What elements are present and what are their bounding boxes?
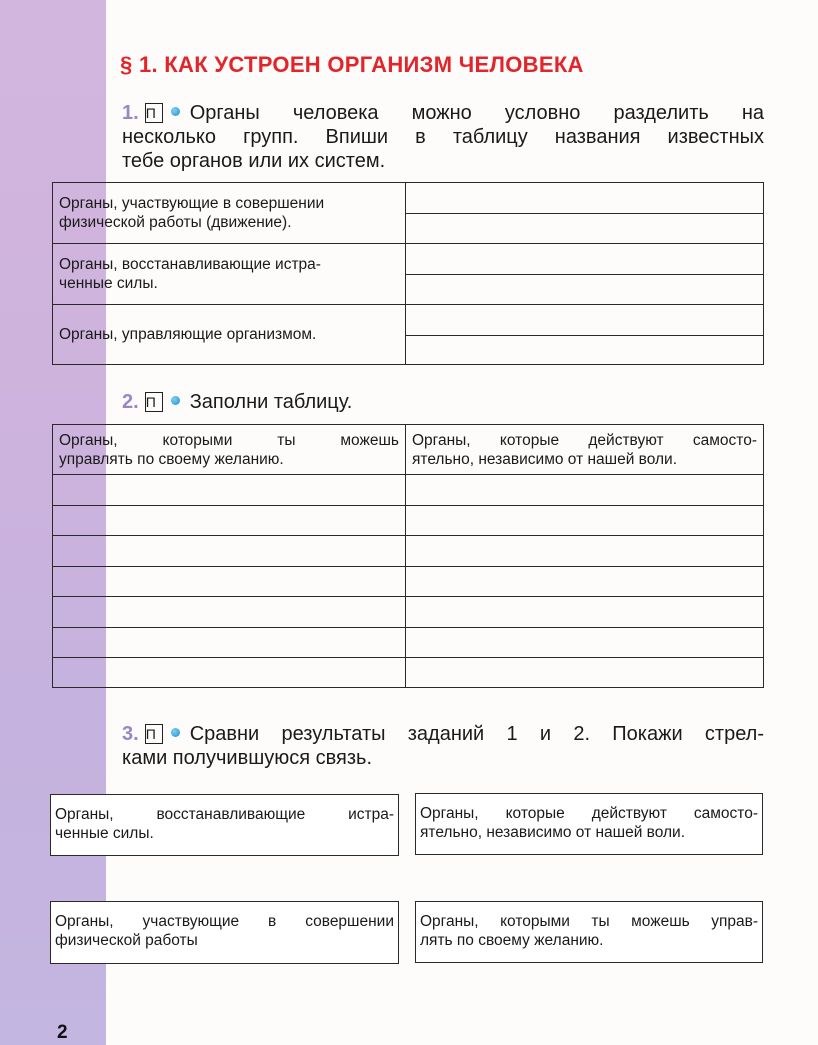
task-2-number: 2.: [122, 391, 139, 413]
answer-cell[interactable]: [406, 628, 764, 658]
answer-cell[interactable]: [53, 536, 406, 567]
task-1-table: [52, 182, 764, 365]
task-1-number: 1.: [122, 102, 139, 124]
task-1-prompt: [122, 101, 764, 173]
task-1-row-1-label: Органы, участвующие в совершении физической работы (движение).: [53, 183, 406, 244]
answer-cell[interactable]: [406, 597, 764, 628]
box-restoring-organs[interactable]: Органы, восстанавливающие истра- ченные силы.: [50, 794, 399, 856]
answer-cell[interactable]: [53, 567, 406, 597]
answer-cell[interactable]: [406, 214, 764, 244]
answer-cell[interactable]: [406, 183, 764, 214]
answer-cell[interactable]: [406, 475, 764, 506]
task-type-marker: П: [145, 724, 163, 744]
box-voluntary-organs[interactable]: Органы, которыми ты можешь управ- лять по своему желанию.: [415, 901, 763, 963]
task-1-line-3: тебе органов или их систем.: [122, 150, 386, 172]
answer-cell[interactable]: [406, 275, 764, 305]
answer-cell[interactable]: [406, 658, 764, 688]
task-1-line-2: несколько групп. Впиши в таблицу названия известных: [122, 126, 764, 148]
answer-cell[interactable]: [406, 567, 764, 597]
task-type-marker: П: [145, 392, 163, 412]
task-2-text: Заполни таблицу.: [189, 391, 353, 413]
answer-cell[interactable]: [53, 506, 406, 536]
task-3-number: 3.: [122, 723, 139, 745]
answer-cell[interactable]: [53, 628, 406, 658]
answer-cell[interactable]: [406, 244, 764, 275]
answer-cell[interactable]: [53, 658, 406, 688]
task-2-prompt: [122, 390, 764, 414]
answer-cell[interactable]: [406, 506, 764, 536]
answer-cell[interactable]: [406, 536, 764, 567]
answer-cell[interactable]: [53, 597, 406, 628]
task-3-line-2: ками получившуюся связь.: [122, 747, 372, 769]
task-2-table: [52, 424, 764, 688]
task-3-line-1: Сравни результаты заданий 1 и 2. Покажи стрел-: [189, 723, 764, 745]
answer-cell[interactable]: [406, 305, 764, 336]
task-2-header-col-2: Органы, которые действуют самосто- ятельно, независимо от нашей воли.: [406, 425, 764, 475]
answer-cell[interactable]: [53, 475, 406, 506]
box-movement-organs[interactable]: Органы, участвующие в совершении физической работы: [50, 901, 399, 964]
bullet-dot-icon: [171, 396, 180, 405]
box-autonomous-organs[interactable]: Органы, которые действуют самосто- ятельно, независимо от нашей воли.: [415, 793, 763, 855]
task-type-marker: П: [145, 103, 163, 123]
section-title: § 1. КАК УСТРОЕН ОРГАНИЗМ ЧЕЛОВЕКА: [120, 52, 584, 77]
task-1-row-3-label: Органы, управляющие организмом.: [53, 305, 406, 365]
task-1-row-2-label: Органы, восстанавливающие истра- ченные силы.: [53, 244, 406, 305]
bullet-dot-icon: [171, 728, 180, 737]
task-3-prompt: [122, 722, 764, 770]
answer-cell[interactable]: [406, 336, 764, 365]
task-1-line-1: Органы человека можно условно разделить на: [189, 102, 764, 124]
bullet-dot-icon: [171, 107, 180, 116]
page-number: 2: [57, 1022, 68, 1043]
task-2-header-col-1: Органы, которыми ты можешь управлять по своему желанию.: [53, 425, 406, 475]
